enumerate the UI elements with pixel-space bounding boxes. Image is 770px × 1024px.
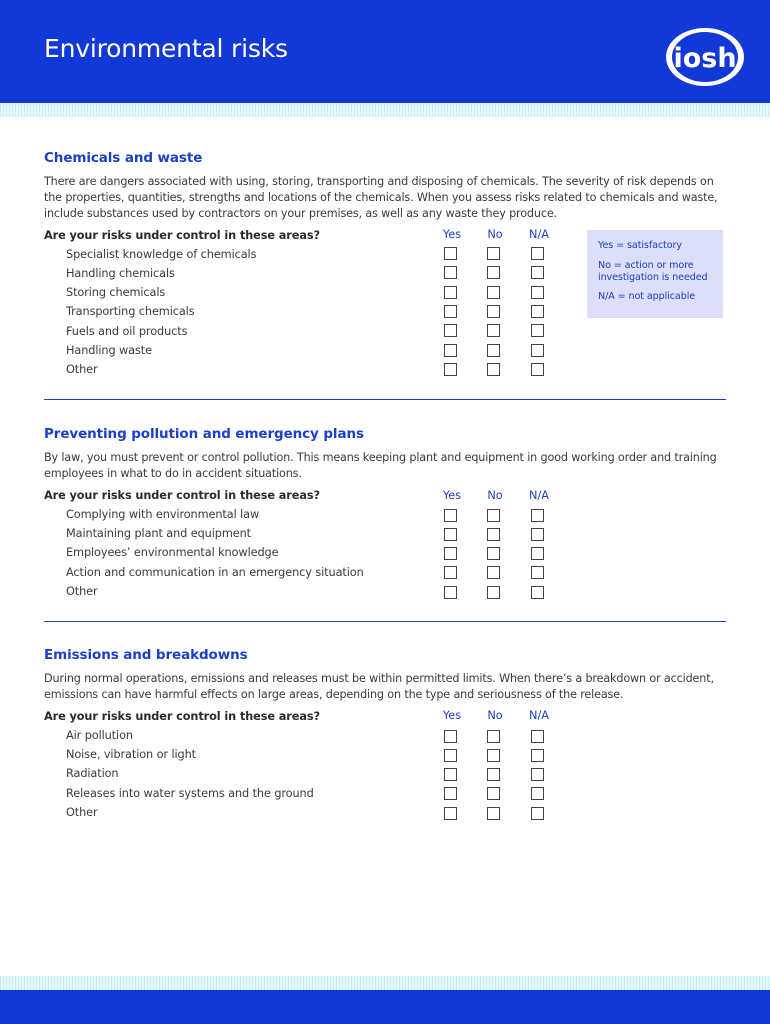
checkbox-yes[interactable] (444, 305, 457, 318)
checkbox-yes[interactable] (444, 586, 457, 599)
checkbox-na[interactable] (531, 749, 544, 762)
question-label: Are your risks under control in these areas? (44, 489, 320, 502)
checkbox-yes[interactable] (444, 344, 457, 357)
checkbox-no[interactable] (487, 286, 500, 299)
section-divider (44, 399, 726, 400)
item-label: Complying with environmental law (66, 508, 260, 521)
checkbox-na[interactable] (531, 807, 544, 820)
col-na: N/A (529, 228, 549, 241)
checkbox-no[interactable] (487, 787, 500, 800)
checkbox-no[interactable] (487, 509, 500, 522)
col-yes: Yes (442, 489, 462, 502)
checkbox-na[interactable] (531, 787, 544, 800)
item-label: Storing chemicals (66, 286, 166, 299)
col-no: No (487, 709, 503, 722)
page-title: Environmental risks (44, 34, 288, 63)
question-label: Are your risks under control in these areas? (44, 710, 320, 723)
checkbox-na[interactable] (531, 363, 544, 376)
logo-text: iosh (673, 43, 737, 74)
checkbox-no[interactable] (487, 807, 500, 820)
checkbox-na[interactable] (531, 247, 544, 260)
iosh-logo (664, 26, 746, 88)
item-label: Transporting chemicals (66, 305, 195, 318)
checkbox-na[interactable] (531, 286, 544, 299)
col-no: No (487, 228, 503, 241)
section-divider (44, 621, 726, 622)
checkbox-no[interactable] (487, 363, 500, 376)
checkbox-yes[interactable] (444, 787, 457, 800)
col-yes: Yes (442, 228, 462, 241)
item-label: Other (66, 806, 98, 819)
section-title: Chemicals and waste (44, 150, 203, 166)
checkbox-yes[interactable] (444, 730, 457, 743)
item-label: Handling waste (66, 344, 152, 357)
col-na: N/A (529, 709, 549, 722)
legend-na: N/A = not applicable (598, 291, 696, 302)
checkbox-yes[interactable] (444, 547, 457, 560)
checkbox-no[interactable] (487, 547, 500, 560)
checkbox-no[interactable] (487, 305, 500, 318)
section-intro: By law, you must prevent or control pollution. This means keeping plant and equipment in good working order and training employees in what to do in accident situations. (44, 451, 717, 480)
checkbox-yes[interactable] (444, 286, 457, 299)
checkbox-no[interactable] (487, 566, 500, 579)
checkbox-no[interactable] (487, 528, 500, 541)
legend-no-line1: No = action or more (598, 260, 694, 271)
checkbox-na[interactable] (531, 509, 544, 522)
item-label: Maintaining plant and equipment (66, 527, 251, 540)
checkbox-na[interactable] (531, 344, 544, 357)
checkbox-yes[interactable] (444, 324, 457, 337)
checkbox-yes[interactable] (444, 363, 457, 376)
section-intro: There are dangers associated with using, storing, transporting and disposing of chemicals. The severity of risk depends on the properties, quantities, strengths and locations of the chemicals. When you assess risks related to chemicals and waste, include substances used by contractors on your premises, as well as any waste they produce. (44, 175, 718, 220)
item-label: Action and communication in an emergency situation (66, 566, 364, 579)
section-emissions-breakdowns (44, 647, 726, 837)
item-label: Employees’ environmental knowledge (66, 546, 279, 559)
section-pollution-emergency (44, 426, 726, 616)
checkbox-no[interactable] (487, 344, 500, 357)
checkbox-yes[interactable] (444, 768, 457, 781)
checkbox-yes[interactable] (444, 247, 457, 260)
checkbox-yes[interactable] (444, 266, 457, 279)
checkbox-no[interactable] (487, 247, 500, 260)
checkbox-na[interactable] (531, 528, 544, 541)
legend-no-line2: investigation is needed (598, 272, 708, 283)
item-label: Noise, vibration or light (66, 748, 196, 761)
checkbox-na[interactable] (531, 547, 544, 560)
top-stripe (0, 103, 770, 117)
checkbox-no[interactable] (487, 586, 500, 599)
item-label: Specialist knowledge of chemicals (66, 248, 257, 261)
bottom-stripe (0, 976, 770, 990)
section-title: Emissions and breakdowns (44, 647, 248, 663)
page-header (0, 0, 770, 103)
checkbox-na[interactable] (531, 324, 544, 337)
question-label: Are your risks under control in these areas? (44, 229, 320, 242)
col-no: No (487, 489, 503, 502)
checkbox-yes[interactable] (444, 566, 457, 579)
checkbox-no[interactable] (487, 768, 500, 781)
col-na: N/A (529, 489, 549, 502)
section-intro: During normal operations, emissions and releases must be within permitted limits. When there’s a breakdown or accident, emissions can have harmful effects on large areas, depending on the type and seriousness of the release. (44, 672, 714, 701)
checkbox-na[interactable] (531, 305, 544, 318)
item-label: Fuels and oil products (66, 325, 188, 338)
item-label: Handling chemicals (66, 267, 175, 280)
item-label: Releases into water systems and the ground (66, 787, 314, 800)
item-label: Radiation (66, 767, 119, 780)
checkbox-na[interactable] (531, 730, 544, 743)
checkbox-na[interactable] (531, 586, 544, 599)
legend-yes: Yes = satisfactory (598, 240, 682, 251)
legend-box (587, 230, 723, 318)
checkbox-no[interactable] (487, 749, 500, 762)
col-yes: Yes (442, 709, 462, 722)
checkbox-na[interactable] (531, 566, 544, 579)
checkbox-no[interactable] (487, 730, 500, 743)
checkbox-no[interactable] (487, 324, 500, 337)
checkbox-no[interactable] (487, 266, 500, 279)
item-label: Other (66, 363, 98, 376)
checkbox-na[interactable] (531, 768, 544, 781)
item-label: Air pollution (66, 729, 133, 742)
page-footer (0, 990, 770, 1024)
item-label: Other (66, 585, 98, 598)
checkbox-yes[interactable] (444, 509, 457, 522)
checkbox-na[interactable] (531, 266, 544, 279)
checkbox-yes[interactable] (444, 528, 457, 541)
checkbox-yes[interactable] (444, 749, 457, 762)
section-title: Preventing pollution and emergency plans (44, 426, 364, 442)
checkbox-yes[interactable] (444, 807, 457, 820)
